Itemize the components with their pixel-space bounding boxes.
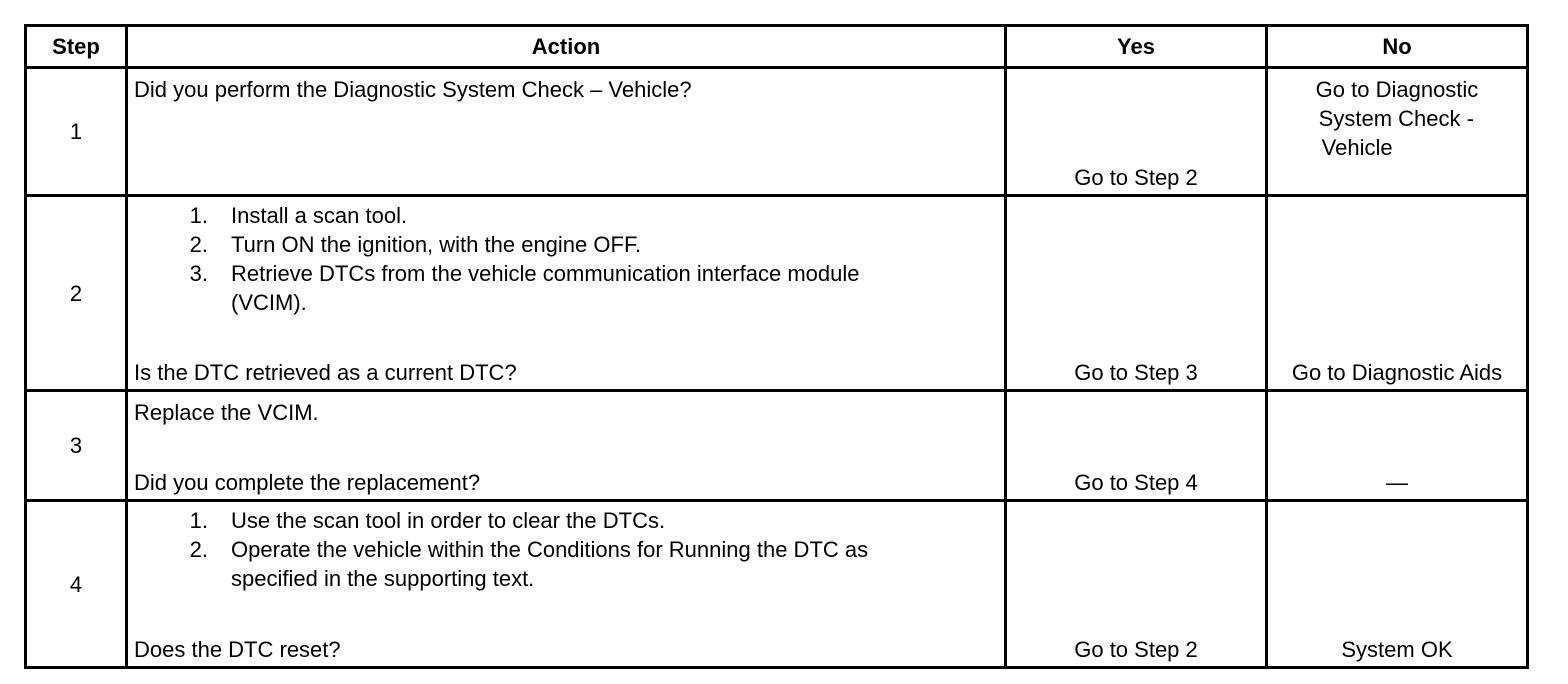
procedure-item-number: 1. bbox=[189, 508, 208, 533]
no-cell bbox=[1267, 391, 1528, 501]
step-number: 4 bbox=[26, 501, 127, 668]
header-row bbox=[26, 26, 1528, 68]
no-cell bbox=[1267, 68, 1528, 196]
table-row bbox=[26, 501, 1528, 668]
procedure-item-number: 1. bbox=[189, 203, 208, 228]
yes-cell bbox=[1006, 68, 1267, 196]
diagnostic-table-frame bbox=[24, 24, 1526, 666]
step-number: 1 bbox=[26, 68, 127, 196]
procedure-item-text: (VCIM). bbox=[231, 290, 307, 315]
step-number: 2 bbox=[26, 196, 127, 391]
yes-result: Go to Step 3 bbox=[1074, 360, 1198, 385]
no-result: System OK bbox=[1341, 637, 1453, 662]
procedure-item-text: Turn ON the ignition, with the engine OFF. bbox=[231, 232, 642, 257]
no-result bbox=[1316, 69, 1479, 162]
action-question: Did you complete the replacement? bbox=[134, 470, 481, 495]
yes-cell bbox=[1006, 196, 1267, 391]
no-result-line: Go to Diagnostic bbox=[1315, 77, 1479, 102]
no-result-line: Vehicle bbox=[1321, 135, 1393, 160]
procedure-list bbox=[128, 502, 1004, 593]
procedure-item bbox=[128, 259, 1004, 317]
procedure-item-text: specified in the supporting text. bbox=[231, 566, 535, 591]
action-text: Did you perform the Diagnostic System Check – Vehicle? bbox=[134, 77, 692, 102]
action-text: Replace the VCIM. bbox=[134, 400, 319, 425]
yes-cell bbox=[1006, 391, 1267, 501]
procedure-item bbox=[128, 201, 1004, 230]
procedure-item-number: 2. bbox=[189, 537, 208, 562]
yes-result: Go to Step 2 bbox=[1074, 165, 1198, 190]
no-result-line: System Check - bbox=[1318, 106, 1474, 131]
procedure-item-text: Operate the vehicle within the Conditions for Running the DTC as bbox=[231, 537, 869, 562]
action-cell bbox=[127, 68, 1006, 196]
action-question: Does the DTC reset? bbox=[134, 637, 341, 662]
procedure-item bbox=[128, 506, 1004, 535]
header-action: Action bbox=[127, 26, 1006, 68]
yes-result: Go to Step 4 bbox=[1074, 470, 1198, 495]
action-cell bbox=[127, 391, 1006, 501]
header-step: Step bbox=[26, 26, 127, 68]
no-result: Go to Diagnostic Aids bbox=[1291, 360, 1503, 385]
table-row bbox=[26, 196, 1528, 391]
procedure-item-text: Install a scan tool. bbox=[231, 203, 408, 228]
procedure-item-text: Retrieve DTCs from the vehicle communication interface module bbox=[231, 261, 860, 286]
diagnostic-table bbox=[24, 24, 1529, 669]
procedure-item-number: 2. bbox=[189, 232, 208, 257]
procedure-item bbox=[128, 535, 1004, 593]
procedure-item-text: Use the scan tool in order to clear the DTCs. bbox=[231, 508, 666, 533]
header-no: No bbox=[1267, 26, 1528, 68]
procedure-item bbox=[128, 230, 1004, 259]
yes-cell bbox=[1006, 501, 1267, 668]
procedure-item-number: 3. bbox=[189, 261, 208, 286]
table-row bbox=[26, 391, 1528, 501]
action-cell bbox=[127, 196, 1006, 391]
procedure-list bbox=[128, 197, 1004, 317]
no-cell bbox=[1267, 501, 1528, 668]
table-row bbox=[26, 68, 1528, 196]
action-question: Is the DTC retrieved as a current DTC? bbox=[134, 360, 517, 385]
header-yes: Yes bbox=[1006, 26, 1267, 68]
step-number: 3 bbox=[26, 391, 127, 501]
action-cell bbox=[127, 501, 1006, 668]
yes-result: Go to Step 2 bbox=[1074, 637, 1198, 662]
no-cell bbox=[1267, 196, 1528, 391]
no-result-dash: — bbox=[1386, 470, 1408, 495]
